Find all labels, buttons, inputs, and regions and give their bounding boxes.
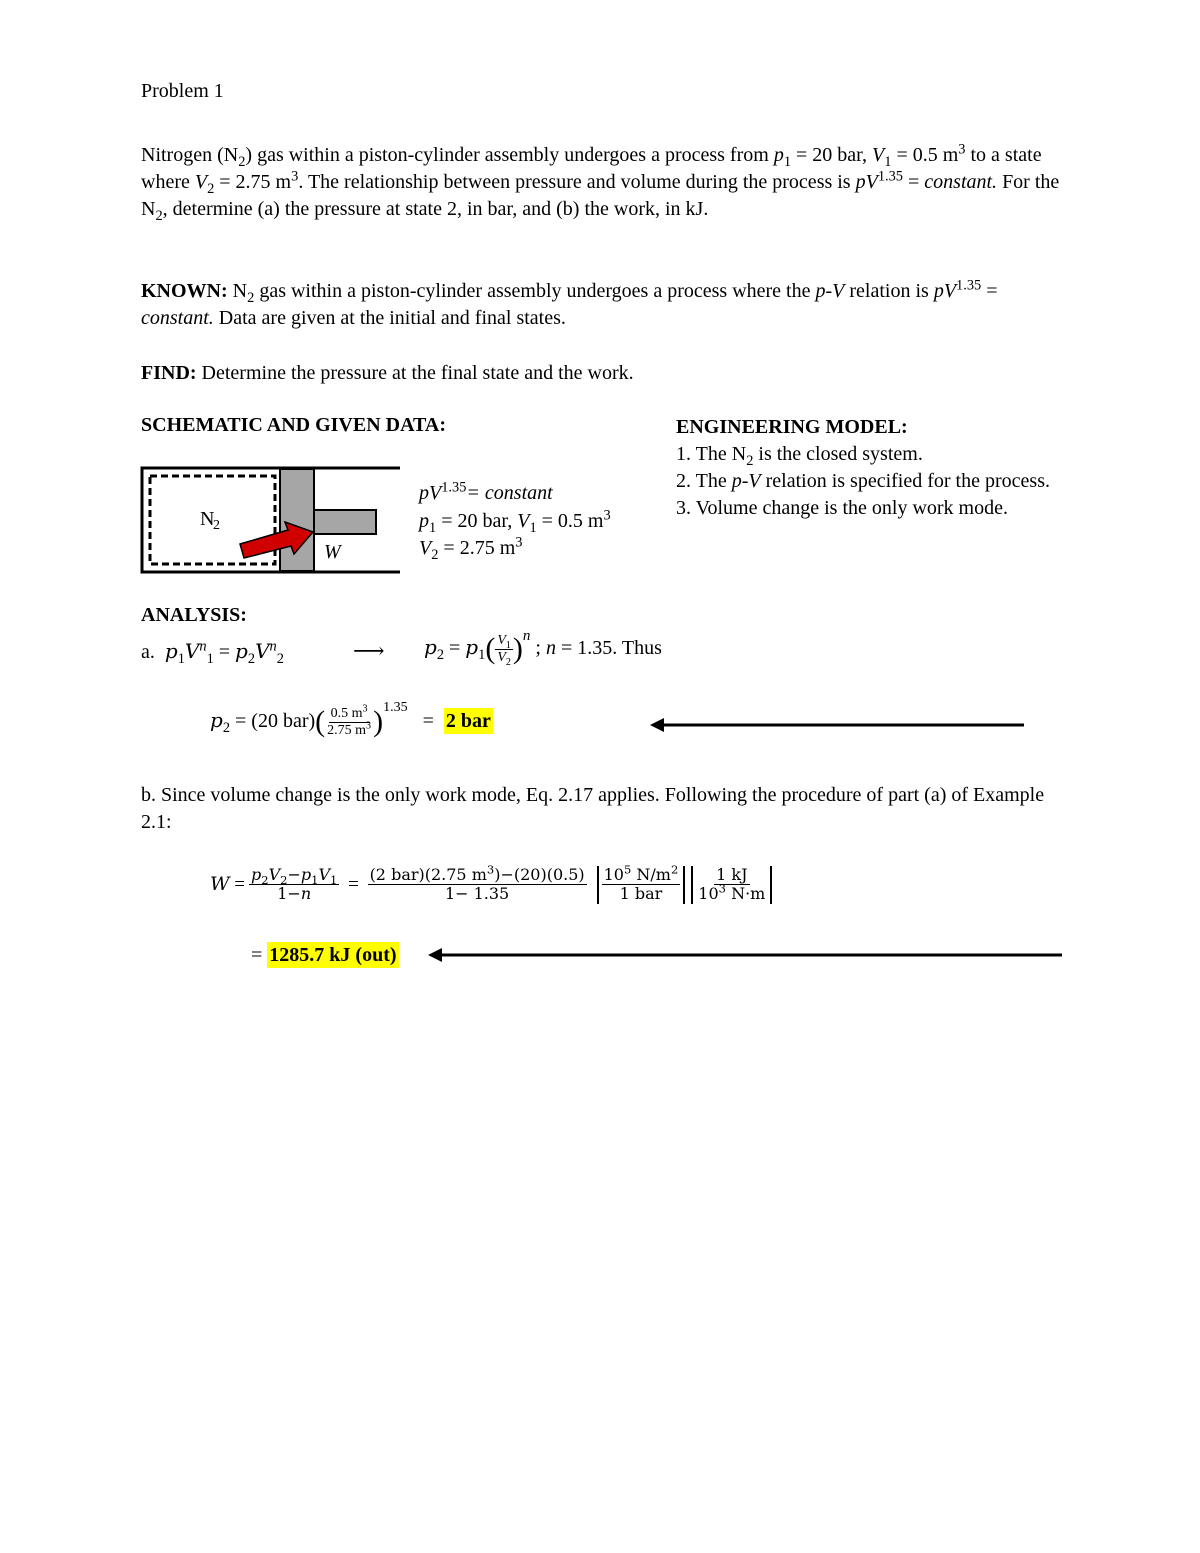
- piston-cylinder-diagram: [138, 462, 408, 580]
- model-heading: ENGINEERING MODEL:: [676, 416, 908, 438]
- page-title: Problem 1: [141, 80, 224, 102]
- model-item-1: 1. The $N_2$ is the closed system.: [676, 443, 923, 469]
- problem-statement: Nitrogen $(N_2)$ gas within a piston-cylinder assembly undergoes a process from $p_1 = 20$ bar, $V_1 = 0.5$ $m^3$ to a state where $V_2 = 2.75$ $m^3$. The relationship between pressure and volume during the process is $pV^{1.35}$ = constant. For the $N_2$, determine (a) the pressure at state 2, in bar, and (b) the work, in kJ.: [141, 141, 1060, 224]
- part-b-text: b. Since volume change is the only work mode, Eq. 2.17 applies. Following the procedure of part (a) of Example 2.1:: [141, 784, 1045, 833]
- model-item-2: 2. The p-V relation is specified for the process.: [676, 470, 1050, 492]
- find-section: FIND: Determine the pressure at the final state and the work.: [141, 362, 634, 384]
- work-label: W: [324, 541, 341, 563]
- gas-label-sub: 2: [213, 518, 220, 533]
- part-a-calculation: $p_2 = (20$ bar)( $\frac{0.5 m^3}{2.75 m^3}$ )$^{1.35}$ = 2 bar: [210, 699, 491, 738]
- result-b-arrow-icon: [426, 946, 1066, 964]
- piston: [280, 469, 314, 571]
- schematic-heading: SCHEMATIC AND GIVEN DATA:: [141, 414, 447, 436]
- result-a-arrow-icon: [648, 716, 1028, 734]
- gas-label: N: [200, 508, 215, 530]
- part-a-solved: $p_2 = p_1$( $\frac{V_1}{V_2}$ )$^n$ ; n = 1.35. Thus: [424, 627, 662, 668]
- piston-rod: [314, 510, 376, 534]
- work-equation: W = $\frac{p_2V_2-p_1V_1}{1-n}$ = $\frac{(2 bar)(2.75 m^3)-(20)(0.5)}{1- 1.35}$ $\frac{10^5 N/m^2}{\text{1 bar}}$ $\frac{1 kJ}{10^3 N\cdot m}$: [210, 866, 772, 904]
- engineering-model: [676, 414, 1056, 522]
- analysis-heading: ANALYSIS:: [141, 604, 247, 626]
- given-state2: $V_2 = 2.75$ $m^3$: [419, 534, 523, 563]
- result-a-highlight: 2 bar: [445, 709, 491, 732]
- implies-arrow-icon: ⟶: [353, 638, 385, 663]
- known-section: KNOWN: $N_2$ gas within a piston-cylinder assembly undergoes a process where the p-V relation is $pV^{1.35}$ = constant. Data are given at the initial and final states.: [141, 277, 998, 329]
- given-state1: $p_1 = 20$ bar, $V_1 = 0.5$ $m^3$: [419, 507, 611, 536]
- result-b-highlight: 1285.7 kJ (out): [269, 944, 397, 966]
- part-a-equation: a. $p_1V^n_1 = p_2V^n_2$: [141, 638, 284, 667]
- model-item-3: 3. Volume change is the only work mode.: [676, 497, 1008, 519]
- result-b-line: = 1285.7 kJ (out): [251, 944, 397, 966]
- given-relation: $pV^{1.35}=$ constant: [419, 479, 553, 504]
